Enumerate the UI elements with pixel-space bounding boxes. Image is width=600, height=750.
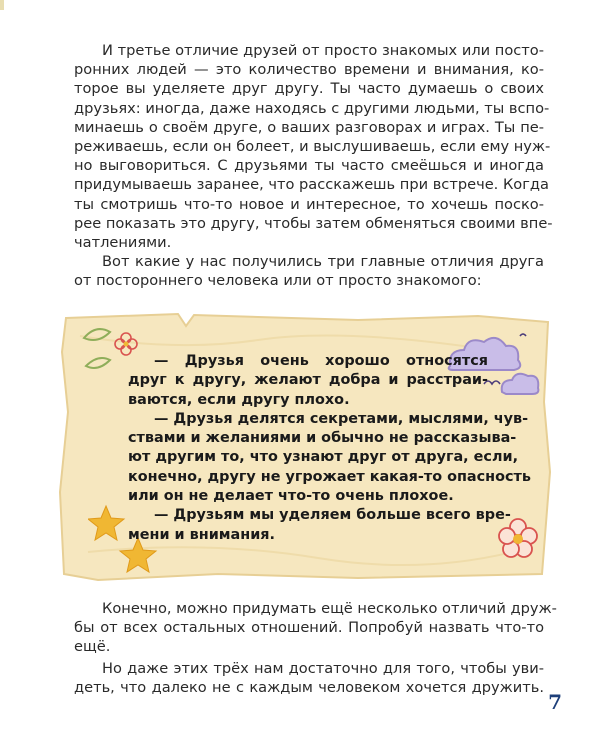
text-line: от постороннего человека или от просто знакомого: <box>74 272 482 290</box>
note-line: ют другим то, что узнают друг от друга, если, <box>128 449 519 466</box>
closing-text <box>74 599 557 697</box>
text-line: ещё. <box>74 638 111 656</box>
text-line: придумываешь заранее, что расскажешь при встрече. Когда <box>74 176 549 194</box>
note-line: или он не делает что-то очень плохое. <box>128 488 454 505</box>
paragraph-3 <box>74 599 557 657</box>
text-line: ты смотришь что-то новое и интересное, то хочешь поско- <box>74 195 544 213</box>
text-line: минаешь о своём друге, о ваших разговорах и играх. Ты пе- <box>74 118 544 136</box>
note-line: — Друзьям мы уделяем больше всего вре- <box>154 507 511 524</box>
page-number: 7 <box>548 690 562 714</box>
note-line: ваются, если другу плохо. <box>128 391 350 408</box>
paragraph-4 <box>74 659 544 697</box>
note-line: ствами и желаниями и обычно не рассказыва- <box>128 430 517 447</box>
paragraph-2 <box>74 252 544 290</box>
note-line: друг к другу, желают добра и расстраи- <box>128 372 488 389</box>
text-line: деть, что далеко не с каждым человеком хочется дружить. <box>74 678 544 696</box>
note-line: конечно, другу не угрожает какая-то опасность <box>128 468 531 485</box>
text-line: ронних людей — это количество времени и внимания, ко- <box>74 61 544 79</box>
note-line: — Друзья очень хорошо относятся <box>154 353 488 369</box>
text-line: реживаешь, если он болеет, и выслушиваешь, если ему нуж- <box>74 138 551 156</box>
corner-mark <box>0 0 4 10</box>
note-text <box>128 352 531 545</box>
text-line: рее показать это другу, чтобы затем обменяться своими впе- <box>74 214 553 232</box>
text-line: бы от всех остальных отношений. Попробуй назвать что-то <box>74 619 544 637</box>
intro-text <box>74 41 553 291</box>
text-line: друзьях: иногда, даже находясь с другими людьми, ты вспо- <box>74 99 550 117</box>
text-line: Вот какие у нас получились три главные отличия друга <box>102 253 544 271</box>
text-line: но выговориться. С друзьями ты часто смеёшься и иногда <box>74 157 544 175</box>
leaf-icon <box>82 324 112 374</box>
paragraph-1 <box>74 41 553 252</box>
text-line: торое вы уделяете друг другу. Ты часто думаешь о своих <box>74 80 544 98</box>
note-line: — Друзья делятся секретами, мыслями, чув- <box>154 410 529 427</box>
text-line: Конечно, можно придумать ещё несколько отличий друж- <box>102 600 557 617</box>
text-line: чатлениями. <box>74 234 172 252</box>
text-line: И третье отличие друзей от просто знакомых или посто- <box>102 42 544 59</box>
note-card <box>58 312 554 582</box>
text-line: Но даже этих трёх нам достаточно для того, чтобы уви- <box>102 659 544 677</box>
note-line: мени и внимания. <box>128 526 275 543</box>
